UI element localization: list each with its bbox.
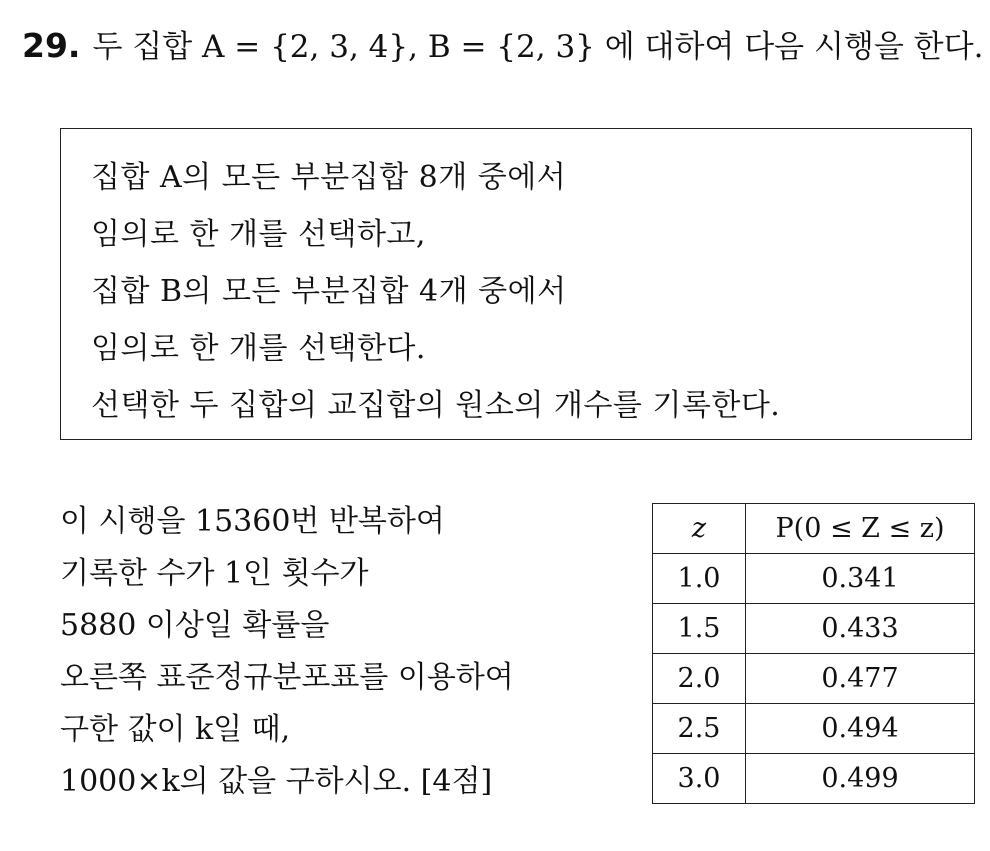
z-value-cell: 2.0: [653, 654, 746, 704]
z-value-cell: 1.5: [653, 604, 746, 654]
problem-number: 29.: [22, 26, 81, 65]
z-column-header: z: [653, 504, 746, 554]
z-value-cell: 1.0: [653, 554, 746, 604]
question-line: 구한 값이 k일 때,: [60, 712, 291, 747]
standard-normal-table: [652, 503, 975, 804]
problem-statement: 두 집합 A = {2, 3, 4}, B = {2, 3} 에 대하여 다음 시행을 한다.: [92, 29, 984, 65]
question-line: 기록한 수가 1인 횟수가: [60, 556, 369, 591]
probability-cell: 0.494: [746, 704, 975, 754]
table-row: [653, 654, 975, 704]
z-value-cell: 3.0: [653, 754, 746, 804]
table-row: [653, 604, 975, 654]
question-line: 오른쪽 표준정규분포표를 이용하여: [60, 660, 514, 695]
table-row: [653, 554, 975, 604]
table-row: [653, 704, 975, 754]
probability-cell: 0.341: [746, 554, 975, 604]
condition-box: [60, 128, 972, 440]
probability-cell: 0.477: [746, 654, 975, 704]
question-line: 이 시행을 15360번 반복하여: [60, 504, 445, 539]
question-text: [60, 496, 620, 808]
question-line: 1000×k의 값을 구하시오. [4점]: [60, 764, 493, 799]
condition-line: 임의로 한 개를 선택하고,: [91, 217, 426, 252]
condition-line: 선택한 두 집합의 교집합의 원소의 개수를 기록한다.: [91, 388, 781, 423]
condition-line: 집합 A의 모든 부분집합 8개 중에서: [91, 160, 567, 195]
probability-column-header: P(0 ≤ Z ≤ z): [746, 504, 975, 554]
condition-line: 집합 B의 모든 부분집합 4개 중에서: [91, 274, 567, 309]
table-header-row: [653, 504, 975, 554]
question-line: 5880 이상일 확률을: [60, 608, 330, 643]
problem-header: [22, 22, 982, 71]
probability-cell: 0.499: [746, 754, 975, 804]
condition-line: 임의로 한 개를 선택한다.: [91, 331, 426, 366]
table-row: [653, 754, 975, 804]
probability-cell: 0.433: [746, 604, 975, 654]
z-value-cell: 2.5: [653, 704, 746, 754]
